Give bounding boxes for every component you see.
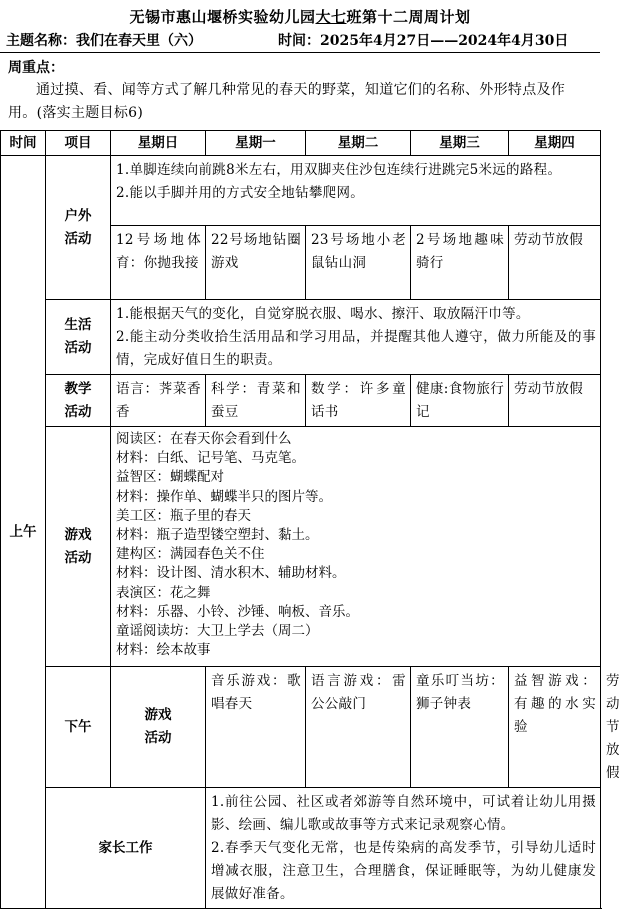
game-pm-label — [111, 667, 206, 788]
teaching-thursday: 劳动节放假 — [509, 375, 601, 427]
outdoor-label-1: 户外 — [64, 207, 92, 224]
life-label — [46, 300, 111, 375]
game-am-line: 材料：白纸、记号笔、马克笔。 — [116, 450, 305, 467]
outdoor-goals — [111, 156, 601, 226]
title-prefix: 无锡市惠山堰桥实验幼儿园 — [129, 8, 316, 26]
teaching-tuesday: 数学：许多童话书 — [306, 375, 411, 427]
header-time: 时间 — [1, 131, 46, 156]
game-pm-label-1: 游戏 — [144, 707, 172, 723]
header-item: 项目 — [46, 131, 111, 156]
divider — [0, 52, 600, 53]
outdoor-tuesday: 23号场地小老鼠钻山洞 — [306, 226, 411, 300]
game-am-line: 益智区：蝴蝶配对 — [116, 469, 224, 486]
game-am-label-1: 游戏 — [64, 526, 92, 543]
game-am-line: 阅读区：在春天你会看到什么 — [116, 431, 292, 447]
header-row — [1, 131, 601, 156]
outdoor-wednesday: 2号场地趣味骑行 — [411, 226, 509, 300]
parents-line-2: 2.春季天气变化无常，也是传染病的高发季节，引导幼儿适时增减衣服，注意卫生，合理膳食，保证睡眠等，为幼儿健康发展做好准备。 — [211, 840, 596, 902]
teaching-label — [46, 375, 111, 427]
outdoor-thursday: 劳动节放假 — [509, 226, 601, 300]
plan-table — [0, 130, 620, 909]
teaching-monday: 科学：青菜和蚕豆 — [206, 375, 306, 427]
game-am-line: 表演区：花之舞 — [116, 584, 211, 601]
subheading — [6, 30, 596, 50]
focus-label: 周重点： — [8, 60, 64, 76]
game-am-areas — [111, 427, 601, 667]
outdoor-label-2: 活动 — [64, 230, 92, 247]
parents-line-1: 1.前往公园、社区或者郊游等自然环境中，可试着让幼儿用摄影、绘画、编儿歌或故事等方式来记录观察心情。 — [211, 794, 596, 833]
outdoor-sunday: 12号场地体育：你抛我接 — [111, 226, 206, 300]
game-pm-row: 下午 游戏 活动 音乐游戏：歌唱春天 语言游戏：雷公公敲门 童乐叮当坊：狮子钟表 益智游戏：有趣的水实验 劳动节放假 — [1, 667, 601, 788]
game-am-line: 材料：绘本故事 — [116, 642, 211, 659]
game-am-line: 材料：乐器、小铃、沙锤、响板、音乐。 — [116, 603, 359, 620]
teaching-label-1: 教学 — [64, 380, 92, 397]
game-pm-monday: 语言游戏：雷公公敲门 — [306, 667, 411, 788]
header-wednesday: 星期三 — [411, 131, 509, 156]
game-am-line: 材料：操作单、蝴蝶半只的图片等。 — [116, 488, 332, 505]
life-goal-1: 1.能根据天气的变化，自觉穿脱衣服、喝水、擦汗、取放隔汗巾等。 — [116, 306, 530, 322]
header-tuesday: 星期二 — [306, 131, 411, 156]
game-pm-label-2: 活动 — [144, 730, 172, 746]
outdoor-goals-row — [1, 156, 601, 226]
period-afternoon: 下午 — [46, 667, 111, 788]
teaching-wednesday: 健康:食物旅行记 — [411, 375, 509, 427]
game-am-line: 材料：设计图、清水积木、辅助材料。 — [116, 565, 346, 582]
theme-name: 主题名称：我们在春天里（六） — [6, 33, 202, 49]
teaching-row — [1, 375, 601, 427]
parents-label: 家长工作 — [46, 788, 206, 909]
game-pm-sunday: 音乐游戏：歌唱春天 — [206, 667, 306, 788]
life-row — [1, 300, 601, 375]
teaching-label-2: 活动 — [64, 403, 92, 420]
game-am-line: 童谣阅读坊：大卫上学去（周二） — [116, 623, 319, 640]
outdoor-goal-1: 1.单脚连续向前跳8米左右，用双脚夹住沙包连续行进跳完5米远的路程。 — [116, 162, 562, 178]
life-label-1: 生活 — [64, 317, 92, 333]
parents-text — [206, 788, 601, 909]
life-goals — [111, 300, 601, 375]
game-am-row — [1, 427, 601, 667]
game-am-label-2: 活动 — [64, 549, 92, 566]
period-morning: 上午 — [1, 156, 46, 909]
outdoor-monday: 22号场地钻圈游戏 — [206, 226, 306, 300]
document-title — [0, 6, 600, 27]
outdoor-goal-2: 2.能以手脚并用的方式安全地钻攀爬网。 — [116, 185, 365, 201]
date-range: 时间：2025年4月27日——2024年4月30日 — [278, 33, 569, 49]
game-pm-tuesday: 童乐叮当坊：狮子钟表 — [411, 667, 509, 788]
outdoor-label — [46, 156, 111, 300]
header-thursday: 星期四 — [509, 131, 601, 156]
header-monday: 星期一 — [206, 131, 306, 156]
game-am-line: 材料：瓶子造型镂空塑封、黏土。 — [116, 527, 319, 544]
life-label-2: 活动 — [64, 340, 92, 356]
focus-text: 通过摸、看、闻等方式了解几种常见的春天的野菜，知道它们的名称、外形特点及作用。(落实主题目标6) — [8, 82, 566, 121]
game-am-line: 建构区：满园春色关不住 — [116, 546, 265, 563]
header-sunday: 星期日 — [111, 131, 206, 156]
game-pm-wednesday: 益智游戏：有趣的水实验 — [509, 667, 601, 788]
life-goal-2: 2.能主动分类收拾生活用品和学习用品，并提醒其他人遵守，做力所能及的事情，完成好值日生的职责。 — [116, 329, 596, 368]
game-am-line: 美工区：瓶子里的春天 — [116, 507, 251, 524]
title-suffix: 班第十二周周计划 — [346, 8, 471, 26]
teaching-sunday: 语言：荠菜香香 — [111, 375, 206, 427]
game-am-label — [46, 427, 111, 667]
class-name: 大七 — [315, 8, 347, 26]
parents-row — [1, 788, 601, 909]
